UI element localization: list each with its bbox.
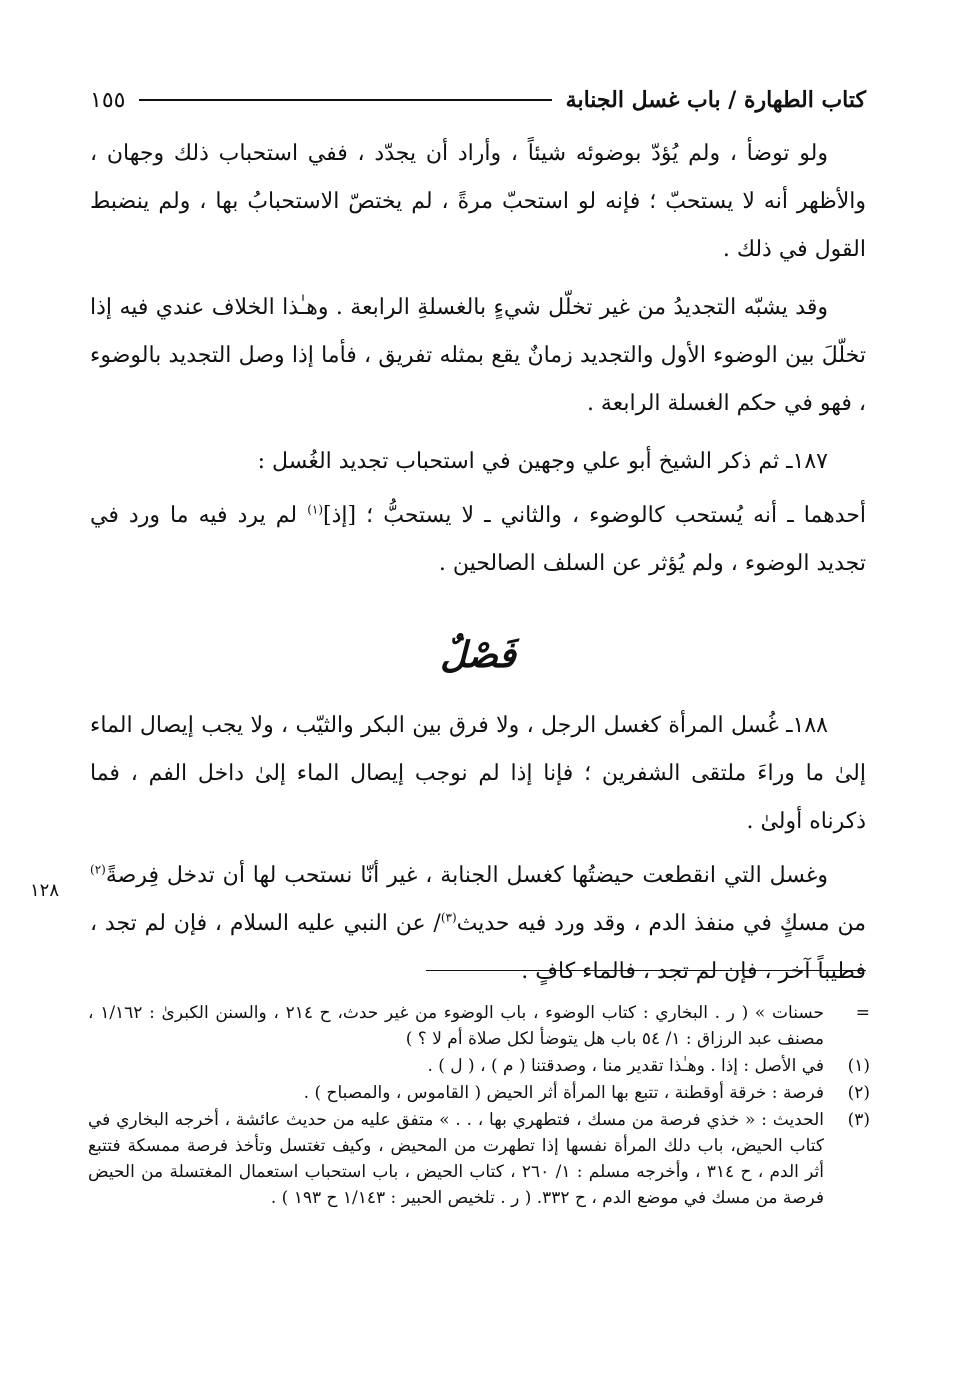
running-title: كتاب الطهارة / باب غسل الجنابة [565, 87, 866, 113]
paragraph-part-b: من مسكٍ في منفذ الدم ، وقد ورد فيه حديث [456, 911, 867, 936]
page-number: ١٥٥ [90, 87, 126, 113]
paragraph-188-continued [90, 852, 866, 996]
footnote-rule [426, 970, 866, 971]
margin-folio-number: ١٢٨ [30, 880, 60, 901]
footnote-2 [88, 1080, 870, 1106]
footnote-continued [88, 1000, 870, 1052]
footnote-text: حسنات » ( ر . البخاري : كتاب الوضوء ، باب الوضوء من غير حدث، ح ٢١٤ ، والسنن الكبرىٰ : ١/١٦٢ ، مصنف عبد الرزاق : ١/ ٥٤ باب هل يتوضأ لكل صلاة أم لا ؟ ) [88, 1003, 825, 1049]
footnote-3 [88, 1107, 870, 1211]
footnote-1 [88, 1053, 870, 1079]
paragraph-187-continued [90, 492, 866, 588]
section-heading: فَصْلٌ [440, 634, 516, 676]
paragraph-187-part-b: لم يرد فيه ما ورد في تجديد الوضوء ، ولم يُؤثر عن السلف الصالحين . [90, 503, 866, 576]
footnote-number: (٢) [847, 1083, 870, 1103]
page-header [90, 80, 866, 120]
footnote-text: في الأصل : إذا . وهـٰذا تقدير منا ، وصدقتنا ( م ) ، ( ل ) . [427, 1056, 824, 1076]
paragraph-188: ١٨٨ـ غُسل المرأة كغسل الرجل ، ولا فرق بين البكر والثيّب ، ولا يجب إيصال الماء إلىٰ ما وراءَ ملتقى الشفرين ؛ فإنا إذا لم نوجب إيصال الماء إلىٰ داخل الفم ، فما ذكرناه أولىٰ . [90, 713, 866, 834]
footnote-text: الحديث : « خذي فرصة من مسك ، فتطهري بها ، . . » متفق عليه من حديث عائشة ، أخرجه البخاري في كتاب الحيض، باب دلك المرأة نفسها إذا تطهرت من المحيض ، وكيف تغتسل وتأخذ فرصة ممسكة فتتبع أثر الدم ، ح ٣١٤ ، وأخرجه مسلم : ١/ ٢٦٠ ، كتاب الحيض ، باب استحباب استعمال المغتسلة من الحيض فرصة من مسك في موضع الدم ، ح ٣٣٢. ( ر . تلخيص الحبير : ١/١٤٣ ح ١٩٣ ) . [88, 1110, 824, 1208]
paragraph-187-part-a: أحدهما ـ أنه يُستحب كالوضوء ، والثاني ـ لا يستحبُّ ؛ [إذ] [323, 503, 866, 528]
footnote-number: = [855, 1003, 870, 1023]
paragraph-2: وقد يشبّه التجديدُ من غير تخلّل شيءٍ بالغسلةِ الرابعة . وهـٰذا الخلاف عندي فيه إذا تخلّلَ بين الوضوء الأول والتجديد زمانٌ يقع بمثله تفريق ، فأما إذا وصل التجديد بالوضوء ، فهو في حكم الغسلة الرابعة . [90, 295, 866, 416]
paragraph-part-c: / عن النبي عليه السلام ، فإن لم تجد ، فطيباً آخر ، فإن لم تجد ، فالماء كافٍ . [90, 911, 866, 984]
footnote-number: (٣) [847, 1110, 870, 1130]
footnotes [88, 1000, 870, 1211]
header-rule [139, 99, 551, 101]
footnote-ref-3: (٣) [440, 910, 457, 925]
paragraph-part-a: وغسل التي انقطعت حيضتُها كغسل الجنابة ، غير أنّا نستحب لها أن تدخل فِرصةً [105, 863, 828, 888]
footnote-ref-1: (١) [307, 502, 324, 517]
paragraph-187: ١٨٧ـ ثم ذكر الشيخ أبو علي وجهين في استحباب تجديد الغُسل : [257, 449, 828, 474]
footnote-text: فرصة : خرقة أوقطنة ، تتبع بها المرأة أثر الحيض ( القاموس ، والمصباح ) . [303, 1083, 824, 1103]
footnote-number: (١) [847, 1056, 870, 1076]
footnote-ref-2: (٢) [90, 862, 106, 877]
main-text [90, 130, 866, 996]
paragraph-1: ولو توضأ ، ولم يُؤدّ بوضوئه شيئاً ، وأراد أن يجدّد ، ففي استحباب ذلك وجهان ، والأظهر أنه لا يستحبّ ؛ فإنه لو استحبّ مرةً ، لم يختصّ الاستحبابُ بها ، ولم ينضبط القول في ذلك . [90, 141, 866, 262]
